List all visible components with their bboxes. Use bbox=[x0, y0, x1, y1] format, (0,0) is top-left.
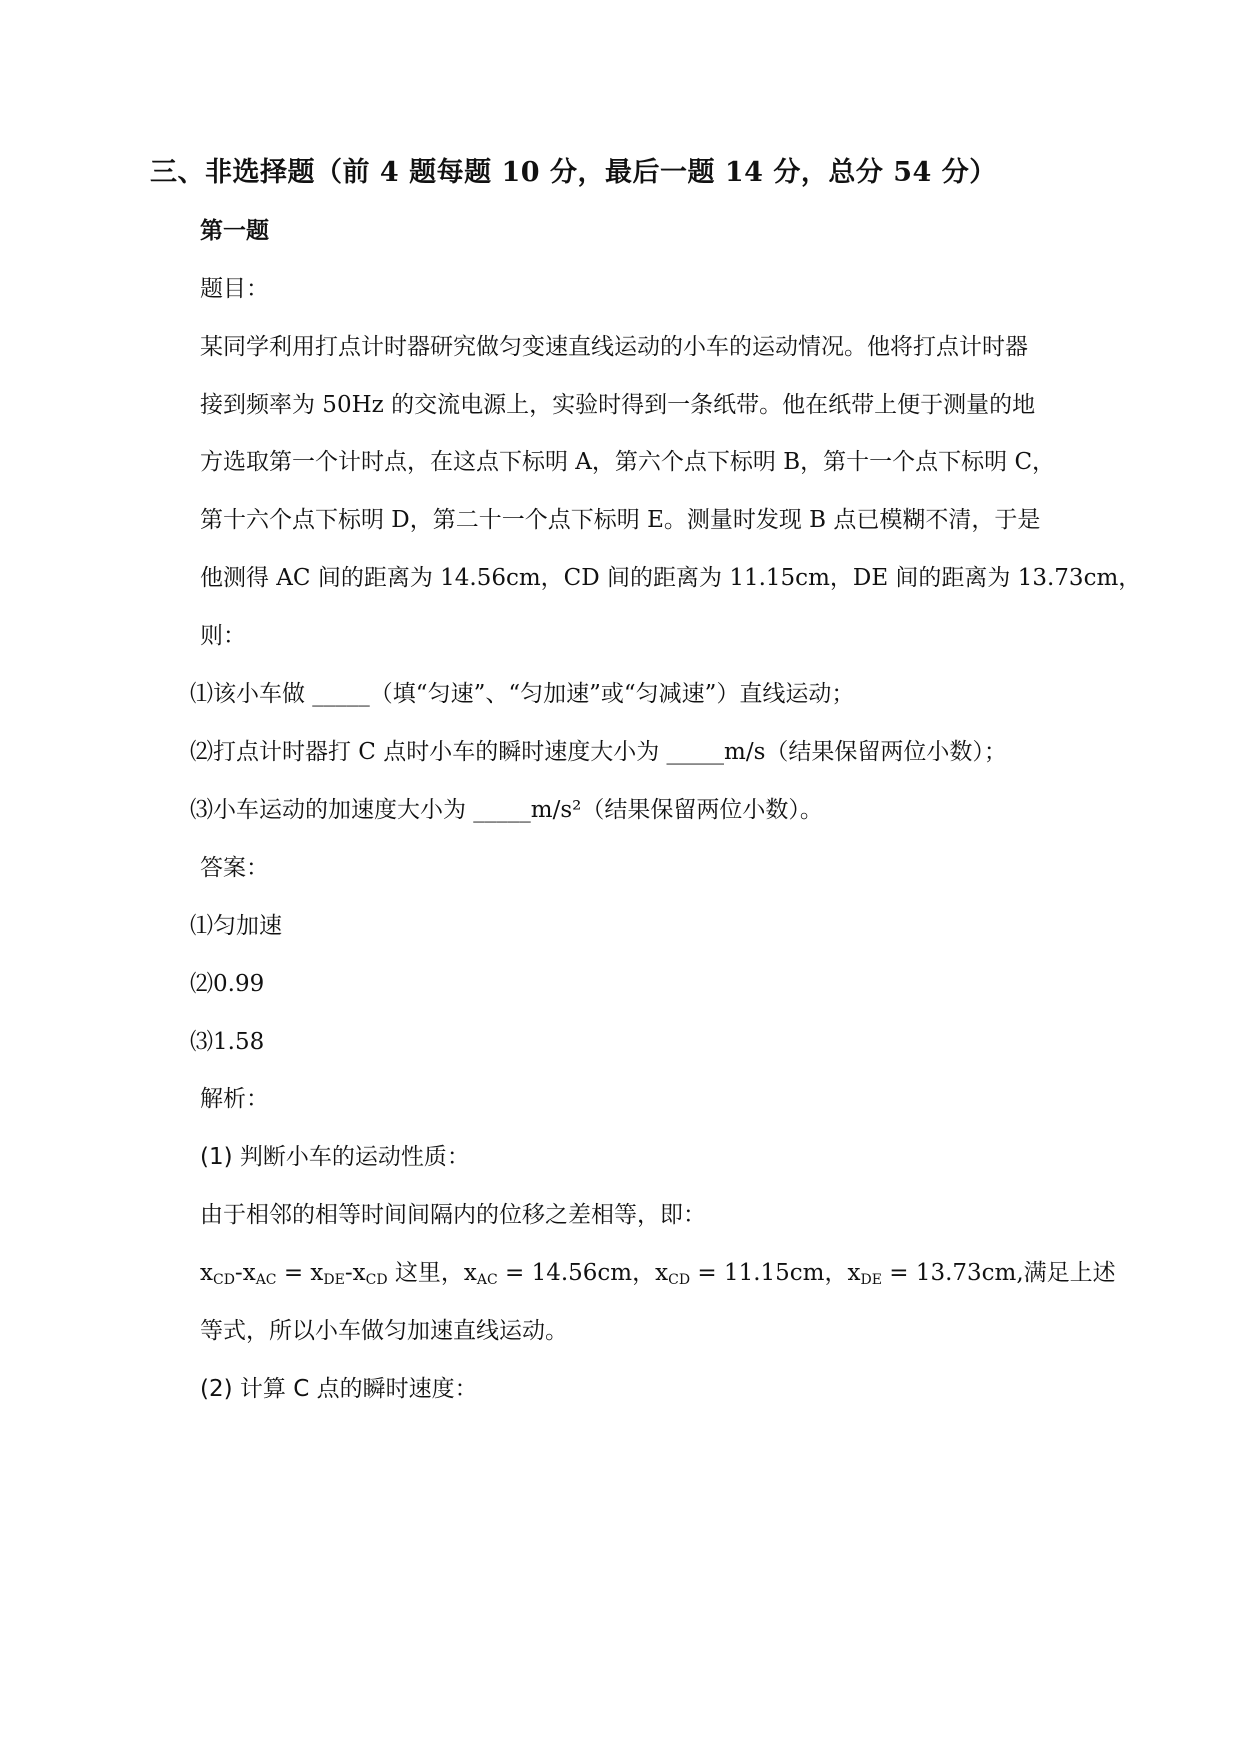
formula-x: x bbox=[847, 1260, 861, 1286]
formula-value: = 14.56cm， bbox=[497, 1260, 656, 1286]
question-part: ⑵打点计时器打 C 点时小车的瞬时速度大小为 _____m/s（结果保留两位小数）； bbox=[190, 739, 1007, 765]
formula-x: x bbox=[242, 1260, 256, 1286]
answer-item: ⑴匀加速 bbox=[190, 913, 282, 939]
question-label: 题目： bbox=[200, 276, 269, 302]
question-part: ⑴该小车做 _____（填“匀速”、“匀加速”或“匀减速”）直线运动； bbox=[190, 681, 855, 707]
formula-minus: - bbox=[234, 1260, 243, 1286]
formula-here: 这里， bbox=[387, 1260, 464, 1286]
question-body-line: 他测得 AC 间的距离为 14.56cm，CD 间的距离为 11.15cm，DE 间的距离为 13.73cm， bbox=[200, 565, 1142, 591]
formula-x: x bbox=[352, 1260, 366, 1286]
question-body-line: 第十六个点下标明 D，第二十一个点下标明 E。测量时发现 B 点已模糊不清，于是 bbox=[200, 507, 1041, 533]
formula-x: x bbox=[310, 1260, 324, 1286]
formula-x: x bbox=[655, 1260, 669, 1286]
formula-subscript: DE bbox=[860, 1272, 882, 1288]
analysis-step1-conclusion: 等式，所以小车做匀加速直线运动。 bbox=[200, 1318, 568, 1344]
formula-subscript: AC bbox=[476, 1272, 498, 1288]
question-body-line: 则： bbox=[200, 623, 246, 649]
question-part: ⑶小车运动的加速度大小为 _____m/s²（结果保留两位小数）。 bbox=[190, 797, 823, 823]
analysis-formula-line bbox=[200, 1254, 1116, 1288]
answer-item: ⑶1.58 bbox=[190, 1029, 265, 1055]
formula-subscript: CD bbox=[365, 1272, 388, 1288]
formula-value: = 13.73cm,满足上述 bbox=[881, 1260, 1116, 1286]
formula-subscript: DE bbox=[323, 1272, 345, 1288]
section-title: 三、非选择题（前 4 题每题 10 分，最后一题 14 分，总分 54 分） bbox=[150, 157, 997, 188]
formula-x: x bbox=[200, 1260, 213, 1286]
formula-subscript: CD bbox=[212, 1272, 235, 1288]
analysis-step2-heading: (2) 计算 C 点的瞬时速度： bbox=[200, 1376, 478, 1402]
answer-label: 答案： bbox=[200, 855, 269, 881]
analysis-step1-heading: (1) 判断小车的运动性质： bbox=[200, 1144, 470, 1170]
formula-x: x bbox=[463, 1260, 477, 1286]
question-heading: 第一题 bbox=[200, 217, 269, 244]
answer-item: ⑵0.99 bbox=[190, 971, 265, 997]
question-body-line: 某同学利用打点计时器研究做匀变速直线运动的小车的运动情况。他将打点计时器 bbox=[200, 334, 1028, 360]
formula-value: = 11.15cm， bbox=[690, 1260, 848, 1286]
formula-subscript: CD bbox=[668, 1272, 691, 1288]
question-body-line: 接到频率为 50Hz 的交流电源上，实验时得到一条纸带。他在纸带上便于测量的地 bbox=[200, 392, 1036, 418]
question-body-line: 方选取第一个计时点，在这点下标明 A，第六个点下标明 B，第十一个点下标明 C， bbox=[200, 449, 1056, 475]
formula-equals: = bbox=[276, 1260, 311, 1286]
analysis-step1-text: 由于相邻的相等时间间隔内的位移之差相等，即： bbox=[200, 1202, 706, 1228]
formula-subscript: AC bbox=[255, 1272, 277, 1288]
analysis-label: 解析： bbox=[200, 1086, 269, 1112]
formula-minus: - bbox=[344, 1260, 353, 1286]
